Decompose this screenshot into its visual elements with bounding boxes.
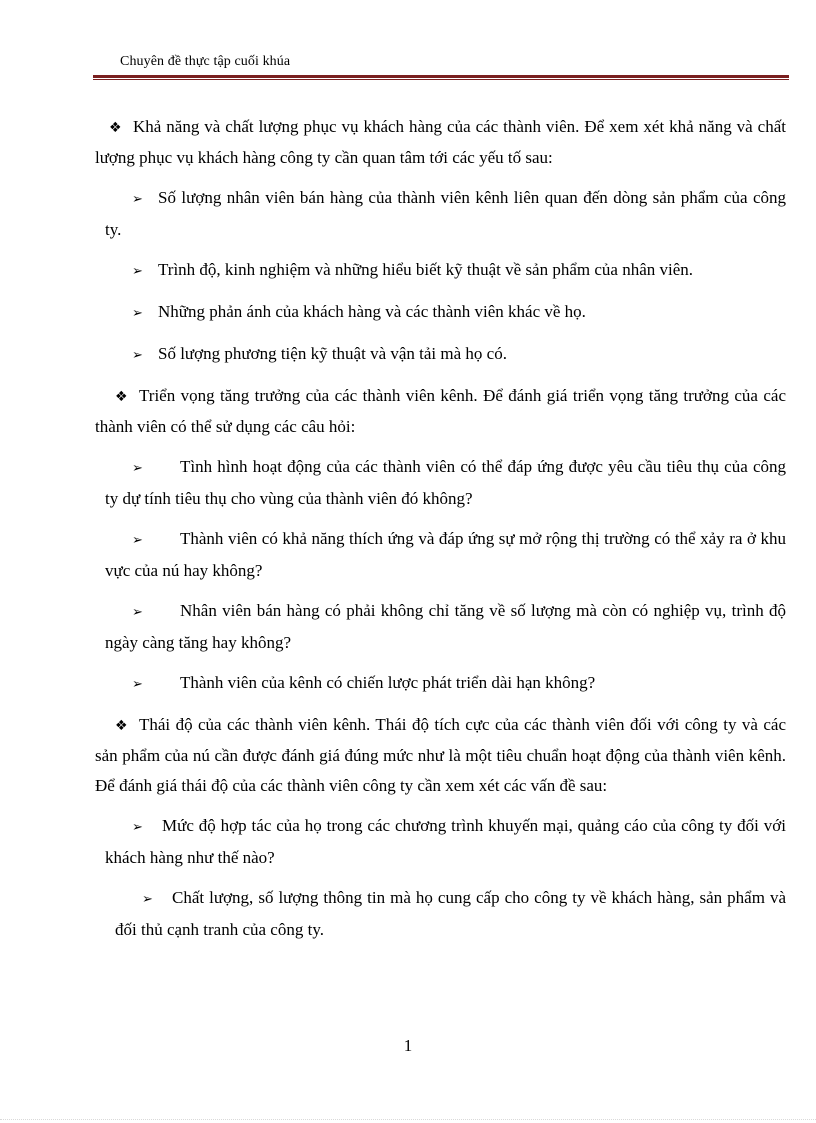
section-text: Triển vọng tăng trưởng của các thành viên kênh. Để đánh giá triển vọng tăng trưởng của các thành viên có thể sử dụng các câu hỏi: xyxy=(95,386,786,436)
arrow-bullet-icon: ➢ xyxy=(132,533,143,548)
list-item-text: Thành viên có khả năng thích ứng và đáp ứng sự mở rộng thị trường có thể xảy ra ở khu vực của nú hay không? xyxy=(105,529,786,580)
header-title: Chuyên đề thực tập cuối khúa xyxy=(120,54,291,69)
list-item xyxy=(105,183,786,245)
list-item-text: Chất lượng, số lượng thông tin mà họ cung cấp cho công ty về khách hàng, sản phẩm và đối thủ cạnh tranh của công ty. xyxy=(115,888,786,939)
page-header xyxy=(93,52,789,80)
section-paragraph xyxy=(95,112,786,173)
page-number: 1 xyxy=(403,1036,413,1055)
list-item xyxy=(105,596,786,658)
list-item-text: Những phản ánh của khách hàng và các thành viên khác về họ. xyxy=(158,302,586,321)
list-item-text: Thành viên của kênh có chiến lược phát triển dài hạn không? xyxy=(180,673,596,692)
arrow-bullet-icon: ➢ xyxy=(132,605,143,620)
arrow-bullet-icon: ➢ xyxy=(132,461,143,476)
section-member-attitude xyxy=(95,710,786,801)
list-item-text: Mức độ hợp tác của họ trong các chương trình khuyến mại, quảng cáo của công ty đối với khách hàng như thế nào? xyxy=(105,816,786,867)
diamond-bullet-icon: ❖ xyxy=(109,120,122,136)
list-item xyxy=(105,297,786,329)
list-item xyxy=(105,339,786,371)
arrow-bullet-icon: ➢ xyxy=(132,306,143,321)
list-item-text: Số lượng nhân viên bán hàng của thành viên kênh liên quan đến dòng sản phẩm của công ty. xyxy=(105,188,786,239)
section-text: Khả năng và chất lượng phục vụ khách hàng của các thành viên. Để xem xét khả năng và chất lượng phục vụ khách hàng công ty cần quan tâm tới các yếu tố sau: xyxy=(95,117,786,167)
list-item-text: Tình hình hoạt động của các thành viên có thể đáp ứng được yêu cầu tiêu thụ của công ty dự tính tiêu thụ cho vùng của thành viên đó không? xyxy=(105,457,786,508)
section-service-capability xyxy=(95,112,786,173)
section-paragraph xyxy=(95,710,786,801)
list-item-text: Trình độ, kinh nghiệm và những hiểu biết kỹ thuật về sản phẩm của nhân viên. xyxy=(158,260,694,279)
arrow-bullet-icon: ➢ xyxy=(142,892,153,907)
section-text: Thái độ của các thành viên kênh. Thái độ tích cực của các thành viên đối với công ty và các sản phẩm của nú cần được đánh giá đúng mức như là một tiêu chuẩn hoạt động của thành viên kênh. Để đánh giá thái độ của các thành viên công ty cần xem xét các vấn đề sau: xyxy=(95,715,786,795)
arrow-bullet-icon: ➢ xyxy=(132,264,143,279)
document-body xyxy=(95,112,786,955)
header-rule-thin xyxy=(93,79,789,80)
section-paragraph xyxy=(95,381,786,442)
list-item xyxy=(105,524,786,586)
arrow-bullet-icon: ➢ xyxy=(132,677,143,692)
list-item-text: Số lượng phương tiện kỹ thuật và vận tải mà họ có. xyxy=(158,344,507,363)
header-rule xyxy=(93,75,789,78)
arrow-bullet-icon: ➢ xyxy=(132,192,143,207)
diamond-bullet-icon: ❖ xyxy=(115,718,128,734)
list-item xyxy=(115,883,786,945)
list-item-text: Nhân viên bán hàng có phải không chỉ tăng về số lượng mà còn có nghiệp vụ, trình độ ngày càng tăng hay không? xyxy=(105,601,786,652)
list-item xyxy=(105,668,786,700)
list-item xyxy=(105,255,786,287)
list-item xyxy=(105,811,786,873)
diamond-bullet-icon: ❖ xyxy=(115,389,128,405)
arrow-bullet-icon: ➢ xyxy=(132,348,143,363)
page-bottom-border xyxy=(0,1119,816,1120)
section-growth-prospects xyxy=(95,381,786,442)
arrow-bullet-icon: ➢ xyxy=(132,820,143,835)
list-item xyxy=(105,452,786,514)
